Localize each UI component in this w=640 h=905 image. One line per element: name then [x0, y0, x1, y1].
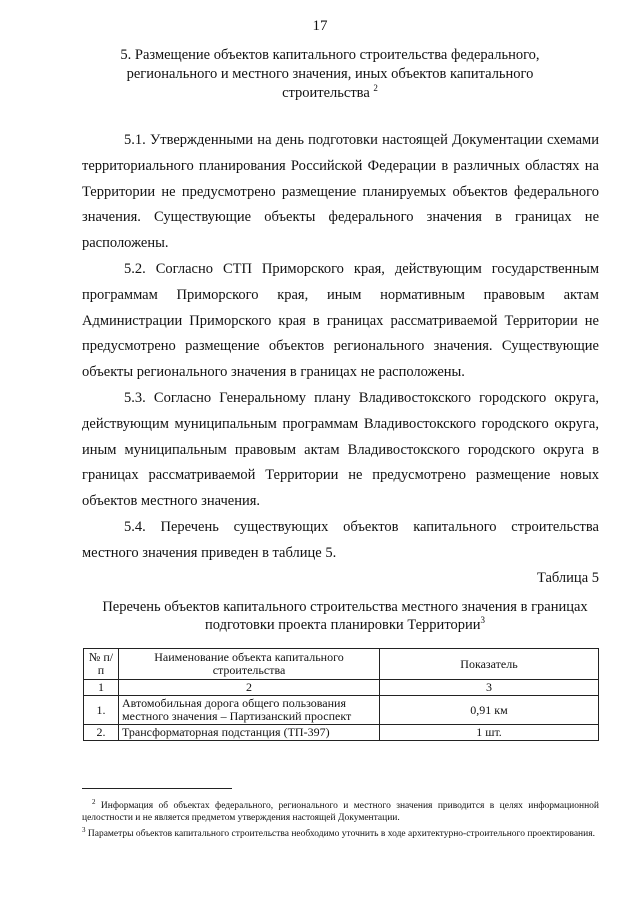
paragraph-5-4: 5.4. Перечень существующих объектов капитального строительства местного значения приведен в таблице 5. [82, 518, 599, 561]
footnote-divider [82, 788, 232, 789]
table-cell: 2. [84, 725, 119, 741]
table-cell: 3 [380, 680, 599, 696]
paragraph-5-3: 5.3. Согласно Генеральному плану Владивостокского городского округа, действующим муниципальным программам Владивостокского городского округа, иным муниципальным правовым актам Владивостокского городского округа в границах рассматриваемой Территории не предусмотрено размещение новых объектов местного значения. [82, 389, 599, 510]
paragraph-5-2: 5.2. Согласно СТП Приморского края, действующим государственным программам Приморского края, иным нормативным правовым актам Администрации Приморского края в границах рассматриваемой Территории не предусмотрено размещение объектов регионального значения. Существующие объекты регионального значения в границах не расположены. [82, 260, 599, 381]
body-text [82, 128, 599, 567]
footnote-3 [82, 824, 599, 840]
footnote-ref-3: 3 [480, 615, 485, 626]
section-title-text: 5. Размещение объектов капитального строительства федерального, регионального и местного значения, иных объектов капитального строительства [120, 47, 540, 101]
footnote-2 [82, 796, 599, 824]
header-indicator: Показатель [380, 649, 599, 680]
table-caption-text: Перечень объектов капитального строительства местного значения в границах подготовки проекта планировки Территории [102, 599, 588, 633]
table-cell: 1 шт. [380, 725, 599, 741]
table-caption [100, 598, 590, 634]
footnote-ref-2: 2 [373, 83, 378, 94]
table-cell: 2 [119, 680, 380, 696]
table-cell: Автомобильная дорога общего пользования местного значения – Партизанский проспект [119, 696, 380, 725]
section-title [120, 46, 540, 103]
table-cell: 1. [84, 696, 119, 725]
table-header-row [84, 649, 599, 680]
page-number: 17 [312, 18, 328, 34]
table-cell: 1 [84, 680, 119, 696]
footnote-text: Информация об объектах федерального, регионального и местного значения приводится в целях информационной целостности и не является предметом утверждения настоящей Документации. [82, 801, 599, 824]
header-number: № п/п [84, 649, 119, 680]
paragraph-5-1: 5.1. Утвержденными на день подготовки настоящей Документации схемами территориального планирования Российской Федерации в различных областях на Территории не предусмотрено размещение планируемых объектов федерального значения. Существующие объекты федерального значения в границах не расположены. [82, 132, 599, 252]
footnote-mark: 3 [82, 826, 86, 835]
footnote-mark: 2 [92, 798, 96, 806]
header-object-name: Наименование объекта капитального строительства [119, 649, 380, 680]
table-cell: Трансформаторная подстанция (ТП-397) [119, 725, 380, 741]
footnotes [82, 796, 599, 840]
objects-table [83, 648, 599, 741]
table-numbering-row [84, 680, 599, 696]
table-label: Таблица 5 [536, 570, 599, 586]
footnote-text: Параметры объектов капитального строительства необходимо уточнить в ходе архитектурно-строительного проектирования. [87, 829, 595, 840]
table-row [84, 696, 599, 725]
table-cell: 0,91 км [380, 696, 599, 725]
table-row [84, 725, 599, 741]
